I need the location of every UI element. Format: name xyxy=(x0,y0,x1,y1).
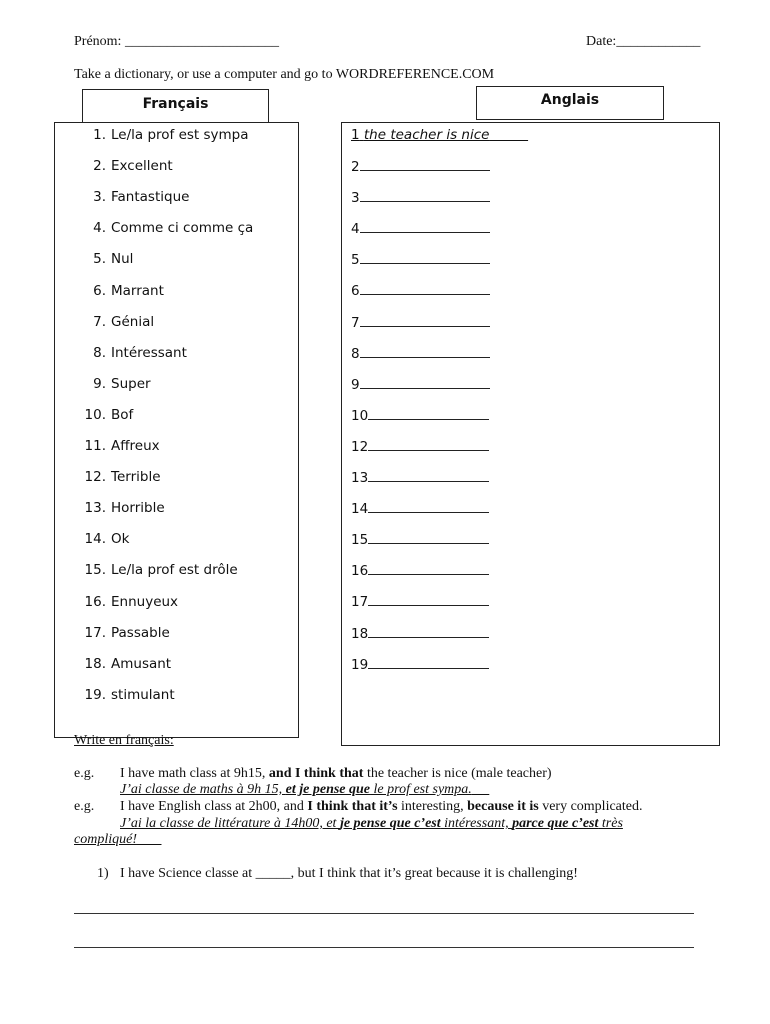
francais-item-text: Comme ci comme ça xyxy=(111,220,254,237)
anglais-item xyxy=(351,656,489,673)
anglais-item xyxy=(351,158,490,175)
francais-item xyxy=(82,594,178,610)
eg1-english: I have math class at 9h15, and I think that the teacher is nice (male teacher) xyxy=(120,766,552,781)
francais-box xyxy=(54,122,299,738)
francais-item-text: Le/la prof est sympa xyxy=(111,127,249,143)
anglais-item-number: 13 xyxy=(351,470,369,486)
francais-item-text: Marrant xyxy=(111,282,164,299)
eg1-french: J’ai classe de maths à 9h 15, et je pense que le prof est sympa. xyxy=(120,782,472,797)
francais-item-number: 14. xyxy=(84,531,106,548)
anglais-item xyxy=(351,593,489,610)
francais-item xyxy=(82,625,170,641)
anglais-item xyxy=(351,282,490,299)
anglais-item xyxy=(351,345,490,362)
anglais-item xyxy=(351,407,489,424)
francais-item xyxy=(82,251,133,267)
anglais-item xyxy=(351,531,489,548)
prenom-label: Prénom: ______________________ xyxy=(74,34,279,49)
francais-item-text: Nul xyxy=(111,251,134,268)
francais-item xyxy=(82,469,161,485)
anglais-item-number: 18 xyxy=(351,625,369,642)
francais-item-number: 2. xyxy=(93,158,106,175)
eg2-english: I have English class at 2h00, and I think that it’s interesting, because it is very complicated. xyxy=(120,799,643,814)
anglais-answer-blank[interactable] xyxy=(360,158,490,171)
francais-item-text: Excellent xyxy=(111,158,173,175)
francais-item-number: 10. xyxy=(84,406,106,423)
francais-item xyxy=(82,283,164,299)
francais-item xyxy=(82,189,189,205)
francais-item-text: Affreux xyxy=(111,438,160,454)
anglais-answer-blank[interactable] xyxy=(360,345,490,358)
francais-item-number: 16. xyxy=(84,593,106,610)
francais-item-number: 6. xyxy=(93,282,106,299)
francais-item-number: 3. xyxy=(93,189,106,206)
francais-item xyxy=(82,345,187,361)
anglais-answer-blank[interactable] xyxy=(368,593,489,606)
anglais-item-number: 6 xyxy=(351,283,360,300)
anglais-item-number: 10 xyxy=(351,407,369,424)
eg2-french-cont: compliqué! xyxy=(74,832,137,847)
date-label: Date:____________ xyxy=(586,34,701,49)
francais-item-number: 15. xyxy=(84,562,106,579)
francais-item-text: Terrible xyxy=(111,469,161,486)
anglais-item-number: 9 xyxy=(351,376,360,393)
anglais-item-1-answer: 1 the teacher is nice xyxy=(351,127,490,143)
anglais-answer-blank[interactable] xyxy=(360,282,490,295)
eg1-label: e.g. xyxy=(74,766,95,781)
anglais-item-number: 8 xyxy=(351,345,360,362)
anglais-item xyxy=(351,189,490,206)
francais-item-text: Ok xyxy=(111,531,130,548)
anglais-item xyxy=(351,220,490,237)
francais-item xyxy=(82,220,253,236)
anglais-answer-blank[interactable] xyxy=(368,438,489,451)
anglais-answer-blank[interactable] xyxy=(360,314,490,327)
anglais-answer-blank[interactable] xyxy=(360,251,490,264)
francais-item xyxy=(82,127,249,143)
anglais-item xyxy=(351,438,489,455)
francais-item-text: Génial xyxy=(111,313,155,330)
anglais-answer-blank[interactable] xyxy=(360,376,490,389)
francais-item-number: 13. xyxy=(84,500,106,517)
answer-line-1[interactable] xyxy=(74,913,694,914)
francais-item xyxy=(82,407,133,423)
francais-item-text: Bof xyxy=(111,406,134,423)
francais-item xyxy=(82,531,129,547)
francais-item-number: 9. xyxy=(93,375,106,392)
answer-line-2[interactable] xyxy=(74,947,694,948)
anglais-answer-blank[interactable] xyxy=(360,220,490,233)
francais-item-number: 1. xyxy=(93,127,106,143)
anglais-item-1 xyxy=(351,127,528,143)
question-1-number: 1) xyxy=(97,866,109,881)
anglais-item-number: 17 xyxy=(351,594,369,611)
anglais-header: Anglais xyxy=(476,86,664,120)
eg2-french: J’ai la classe de littérature à 14h00, et je pense que c’est intéressant, parce que c’est très xyxy=(120,816,623,831)
anglais-item xyxy=(351,500,489,517)
francais-item xyxy=(82,158,173,174)
francais-item-text: Fantastique xyxy=(111,189,190,206)
anglais-item xyxy=(351,251,490,268)
anglais-item-number: 3 xyxy=(351,190,360,207)
francais-item-number: 18. xyxy=(84,655,106,672)
francais-item-number: 17. xyxy=(84,624,106,641)
anglais-answer-blank[interactable] xyxy=(368,469,489,482)
francais-header: Français xyxy=(82,89,269,123)
anglais-item xyxy=(351,562,489,579)
francais-item xyxy=(82,562,238,578)
anglais-item-number: 7 xyxy=(351,314,360,331)
anglais-item-number: 19 xyxy=(351,656,369,673)
anglais-item xyxy=(351,314,490,331)
anglais-item xyxy=(351,376,490,393)
write-heading: Write en français: xyxy=(74,733,174,748)
anglais-answer-blank[interactable] xyxy=(368,500,489,513)
question-1-text: I have Science classe at _____, but I think that it’s great because it is challenging! xyxy=(120,866,578,881)
francais-item-text: stimulant xyxy=(111,686,175,703)
anglais-answer-blank[interactable] xyxy=(368,407,489,420)
francais-item-number: 19. xyxy=(84,686,106,703)
francais-item-text: Amusant xyxy=(111,655,172,672)
francais-item xyxy=(82,438,160,454)
francais-item-text: Ennuyeux xyxy=(111,593,179,610)
francais-item-text: Le/la prof est drôle xyxy=(111,562,238,579)
anglais-item xyxy=(351,469,489,486)
francais-item-number: 7. xyxy=(93,313,106,330)
francais-item xyxy=(82,500,165,516)
francais-item-number: 8. xyxy=(93,344,106,361)
anglais-item-number: 5 xyxy=(351,252,360,269)
instruction-text: Take a dictionary, or use a computer and go to WORDREFERENCE.COM xyxy=(74,67,495,82)
anglais-answer-blank[interactable] xyxy=(360,189,490,202)
anglais-item-number: 2 xyxy=(351,159,360,175)
anglais-box xyxy=(341,122,720,746)
anglais-item-number: 12 xyxy=(351,438,369,455)
francais-item-number: 5. xyxy=(93,251,106,268)
francais-item-text: Passable xyxy=(111,624,170,641)
francais-item-text: Horrible xyxy=(111,500,165,517)
francais-item-number: 12. xyxy=(84,469,106,486)
francais-item xyxy=(82,314,154,330)
francais-item xyxy=(82,376,151,392)
francais-item xyxy=(82,687,175,703)
anglais-answer-blank[interactable] xyxy=(368,531,489,544)
anglais-item xyxy=(351,625,489,642)
francais-item-number: 4. xyxy=(93,220,106,237)
francais-item-number: 11. xyxy=(84,438,106,454)
anglais-item-number: 14 xyxy=(351,501,369,518)
anglais-item-number: 15 xyxy=(351,532,369,549)
francais-item-text: Intéressant xyxy=(111,344,187,361)
francais-item-text: Super xyxy=(111,375,151,392)
anglais-item-number: 4 xyxy=(351,221,360,238)
anglais-answer-blank[interactable] xyxy=(368,562,489,575)
eg2-label: e.g. xyxy=(74,799,95,814)
anglais-item-number: 16 xyxy=(351,563,369,580)
anglais-answer-blank[interactable] xyxy=(368,656,489,669)
anglais-answer-blank[interactable] xyxy=(368,625,489,638)
francais-item xyxy=(82,656,171,672)
